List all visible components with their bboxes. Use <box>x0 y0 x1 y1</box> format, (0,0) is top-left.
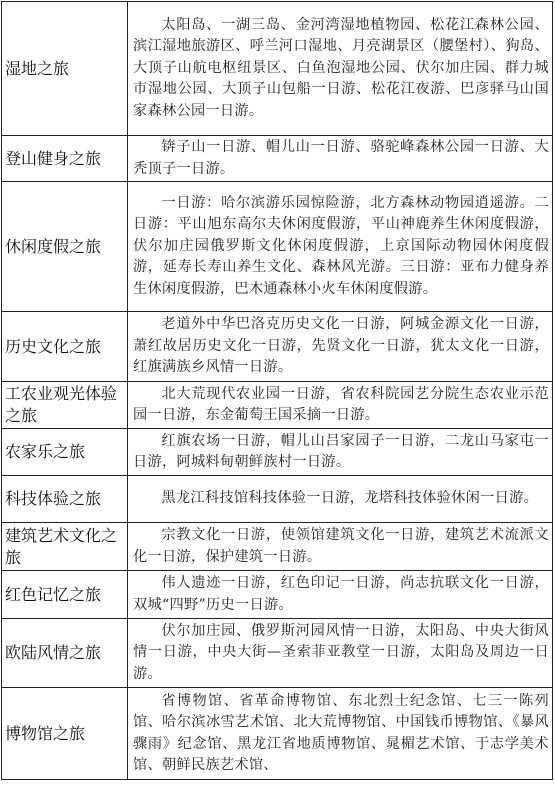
theme-cell: 建筑艺术文化之旅 <box>2 523 128 571</box>
table-row <box>2 136 553 182</box>
theme-cell: 欧陆风情之旅 <box>2 619 128 688</box>
description-cell: 省博物馆、省革命博物馆、东北烈士纪念馆、七三一陈列馆、哈尔滨冰雪艺术馆、北大荒博物馆、中国钱币博物馆、《暴风骤雨》纪念馆、黑龙江省地质博物馆、晁楣艺术馆、于志学美术馆、朝鲜民族艺术馆、 <box>128 688 553 780</box>
description-cell: 太阳岛、一湖三岛、金河湾湿地植物园、松花江森林公园、滨江湿地旅游区、呼兰河口湿地、月亮湖景区（腰堡村）、狗岛、大顶子山航电枢纽景区、白鱼泡湿地公园、伏尔加庄园、群力城市湿地公园、大顶子山包船一日游、松花江夜游、巴彦驿马山国家森林公园一日游。 <box>128 2 553 136</box>
description-cell: 一日游：哈尔滨游乐园惊险游，北方森林动物园逍遥游。二日游：平山旭东高尔夫休闲度假游，平山神鹿养生休闲度假游，伏尔加庄园俄罗斯文化休闲度假游，上京国际动物园休闲度假游，延寿长寿山养生文化、森林风光游。三日游：亚布力健身养生休闲度假游，巴木通森林小火车休闲度假游。 <box>128 182 553 312</box>
description-cell: 宗教文化一日游，使领馆建筑文化一日游，建筑艺术流派文化一日游，保护建筑一日游。 <box>128 523 553 571</box>
description-cell: 红旗农场一日游，帽儿山吕家园子一日游，二龙山马家屯一日游，阿城料甸朝鲜族村一日游。 <box>128 429 553 476</box>
theme-cell: 登山健身之旅 <box>2 136 128 182</box>
tour-routes-table <box>1 1 553 780</box>
table-row <box>2 476 553 523</box>
table-row <box>2 688 553 780</box>
description-cell: 黑龙江科技馆科技体验一日游，龙塔科技体验休闲一日游。 <box>128 476 553 523</box>
description-cell: 锛子山一日游、帽儿山一日游、骆驼峰森林公园一日游、大秃顶子一日游。 <box>128 136 553 182</box>
theme-cell: 科技体验之旅 <box>2 476 128 523</box>
theme-cell: 农家乐之旅 <box>2 429 128 476</box>
theme-cell: 博物馆之旅 <box>2 688 128 780</box>
description-cell: 伏尔加庄园、俄罗斯河园风情一日游，太阳岛、中央大街风情一日游，中央大街—圣索菲亚教堂一日游，太阳岛及周边一日游。 <box>128 619 553 688</box>
description-cell: 北大荒现代农业园一日游，省农科院园艺分院生态农业示范园一日游，东金葡萄王国采摘一日游。 <box>128 382 553 429</box>
theme-cell: 红色记忆之旅 <box>2 571 128 619</box>
theme-cell: 工农业观光体验之旅 <box>2 382 128 429</box>
theme-cell: 湿地之旅 <box>2 2 128 136</box>
table-row <box>2 571 553 619</box>
table-row <box>2 382 553 429</box>
description-cell: 伟人遗迹一日游，红色印记一日游，尚志抗联文化一日游，双城“四野”历史一日游。 <box>128 571 553 619</box>
table-row <box>2 2 553 136</box>
table-row <box>2 619 553 688</box>
theme-cell: 休闲度假之旅 <box>2 182 128 312</box>
table-row <box>2 523 553 571</box>
table-row <box>2 429 553 476</box>
description-cell: 老道外中华巴洛克历史文化一日游，阿城金源文化一日游，萧红故居历史文化一日游，先贤文化一日游，犹太文化一日游，红旗满族乡风情一日游。 <box>128 312 553 382</box>
table-row <box>2 182 553 312</box>
table-row <box>2 312 553 382</box>
theme-cell: 历史文化之旅 <box>2 312 128 382</box>
